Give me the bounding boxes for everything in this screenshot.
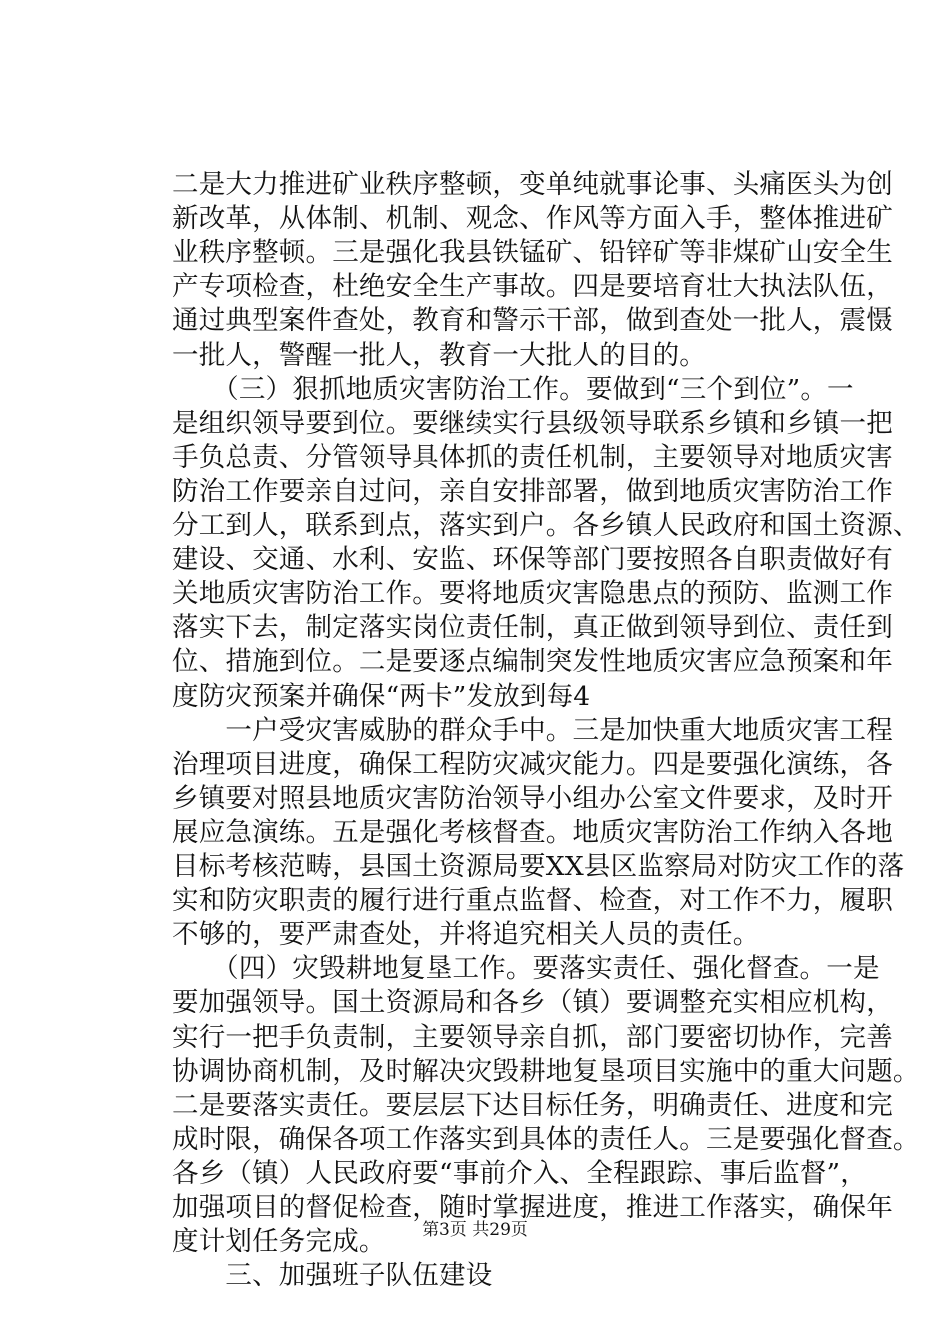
text-line: 协调协商机制，及时解决灾毁耕地复垦项目实施中的重大问题。 bbox=[172, 1055, 920, 1087]
page-footer: 第3页 共29页 bbox=[422, 1220, 528, 1240]
text-line: 手负总责、分管领导具体抓的责任机制，主要领导对地质灾害 bbox=[172, 441, 893, 473]
text-line: 治理项目进度，确保工程防灾减灾能力。四是要强化演练，各 bbox=[172, 748, 893, 780]
text-line: 成时限，确保各项工作落实到具体的责任人。三是要强化督查。 bbox=[172, 1123, 920, 1155]
text-line: 新改革，从体制、机制、观念、作风等方面入手，整体推进矿 bbox=[172, 203, 893, 235]
text-line: 通过典型案件查处，教育和警示干部，做到查处一批人，震慑 bbox=[172, 305, 893, 337]
text-line: 分工到人，联系到点，落实到户。各乡镇人民政府和国土资源、 bbox=[172, 510, 920, 541]
text-line: 度计划任务完成。 bbox=[172, 1226, 386, 1258]
text-line: 各乡（镇）人民政府要“事前介入、全程跟踪、事后监督”， bbox=[172, 1157, 867, 1189]
text-line: 建设、交通、水利、安监、环保等部门要按照各自职责做好有 bbox=[172, 544, 893, 576]
text-line: 二是大力推进矿业秩序整顿，变单纯就事论事、头痛医头为创 bbox=[172, 169, 893, 200]
text-line: 业秩序整顿。三是强化我县铁锰矿、铅锌矿等非煤矿山安全生 bbox=[172, 237, 893, 269]
text-line: 实和防灾职责的履行进行重点监督、检查，对工作不力，履职 bbox=[172, 885, 893, 917]
text-line: 二是要落实责任。要层层下达目标任务，明确责任、进度和完 bbox=[172, 1089, 893, 1121]
text-line: 位、措施到位。二是要逐点编制突发性地质灾害应急预案和年 bbox=[172, 646, 893, 678]
text-line: （三）狠抓地质灾害防治工作。要做到“三个到位”。一 bbox=[172, 373, 854, 405]
text-line: 实行一把手负责制，主要领导亲自抓，部门要密切协作，完善 bbox=[172, 1021, 893, 1053]
text-line: 不够的，要严肃查处，并将追究相关人员的责任。 bbox=[172, 919, 760, 951]
text-line: 展应急演练。五是强化考核督查。地质灾害防治工作纳入各地 bbox=[172, 816, 893, 848]
text-line: 一批人，警醒一批人，教育一大批人的目的。 bbox=[172, 339, 706, 371]
text-line: 要加强领导。国土资源局和各乡（镇）要调整充实相应机构， bbox=[172, 987, 893, 1019]
text-line: 一户受灾害威胁的群众手中。三是加快重大地质灾害工程 bbox=[172, 714, 893, 746]
text-line: 目标考核范畴，县国土资源局要XX县区监察局对防灾工作的落 bbox=[172, 851, 905, 882]
text-line: 度防灾预案并确保“两卡”发放到每4 bbox=[172, 680, 591, 712]
text-line: 是组织领导要到位。要继续实行县级领导联系乡镇和乡镇一把 bbox=[172, 407, 893, 439]
text-line: 乡镇要对照县地质灾害防治领导小组办公室文件要求，及时开 bbox=[172, 782, 893, 814]
text-line: 防治工作要亲自过问，亲自安排部署，做到地质灾害防治工作 bbox=[172, 475, 893, 507]
text-line: 加强项目的督促检查，随时掌握进度，推进工作落实，确保年 bbox=[172, 1192, 893, 1223]
text-line: 产专项检查，杜绝安全生产事故。四是要培育壮大执法队伍， bbox=[172, 271, 893, 303]
text-line: 落实下去，制定落实岗位责任制，真正做到领导到位、责任到 bbox=[172, 612, 893, 644]
text-line: 三、加强班子队伍建设 bbox=[172, 1260, 493, 1292]
text-line: 关地质灾害防治工作。要将地质灾害隐患点的预防、监测工作 bbox=[172, 578, 893, 610]
text-line: （四）灾毁耕地复垦工作。要落实责任、强化督查。一是 bbox=[172, 953, 880, 985]
